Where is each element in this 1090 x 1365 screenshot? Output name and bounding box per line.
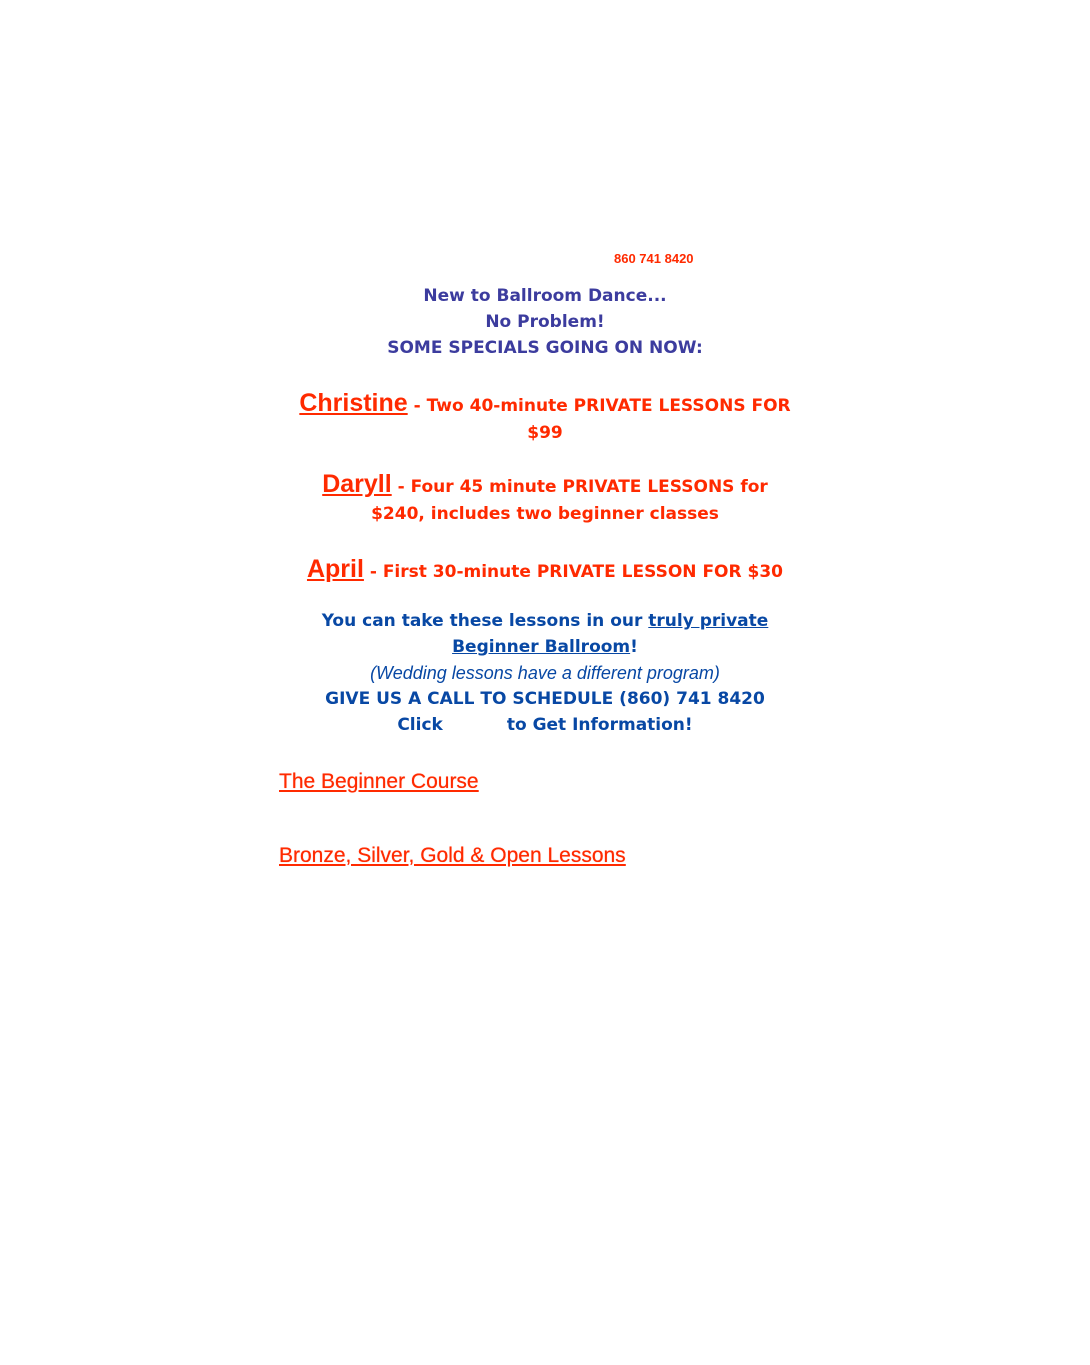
exclaim: ! — [630, 637, 638, 657]
special-desc-christine: - Two 40-minute PRIVATE LESSONS FOR — [407, 396, 791, 416]
beginner-ballroom-link[interactable]: Beginner Ballroom — [452, 637, 631, 657]
intro-line-new: New to Ballroom Dance... — [423, 286, 667, 306]
special-christine — [270, 390, 820, 447]
wedding-note: (Wedding lessons have a different program) — [370, 663, 720, 683]
special-name-daryll[interactable]: Daryll — [322, 470, 392, 498]
phone-number: 860 741 8420 — [614, 251, 694, 266]
special-name-christine[interactable]: Christine — [299, 389, 408, 417]
beginner-course-link[interactable]: The Beginner Course — [279, 770, 479, 793]
special-name-april[interactable]: April — [306, 555, 364, 583]
special-price-daryll: $240, includes two beginner classes — [371, 504, 719, 524]
special-desc-daryll: - Four 45 minute PRIVATE LESSONS for — [391, 477, 768, 497]
call-to-schedule: GIVE US A CALL TO SCHEDULE (860) 741 8420 — [325, 689, 765, 709]
truly-private-link[interactable]: truly private — [648, 611, 769, 631]
intro-line-specials: SOME SPECIALS GOING ON NOW: — [387, 338, 703, 358]
intro-line-no-problem: No Problem! — [485, 312, 605, 332]
special-daryll — [270, 471, 820, 528]
intro-block — [270, 283, 820, 361]
info-text: You can take these lessons in our — [321, 611, 649, 631]
bronze-silver-gold-open-link[interactable]: Bronze, Silver, Gold & Open Lessons — [279, 844, 626, 867]
special-desc-april: - First 30-minute PRIVATE LESSON FOR $30 — [363, 562, 784, 582]
special-price-christine: $99 — [527, 423, 563, 443]
info-block — [270, 608, 820, 738]
special-april — [270, 556, 820, 586]
click-after-text: to Get Information! — [506, 715, 693, 735]
click-label: Click — [397, 715, 443, 735]
